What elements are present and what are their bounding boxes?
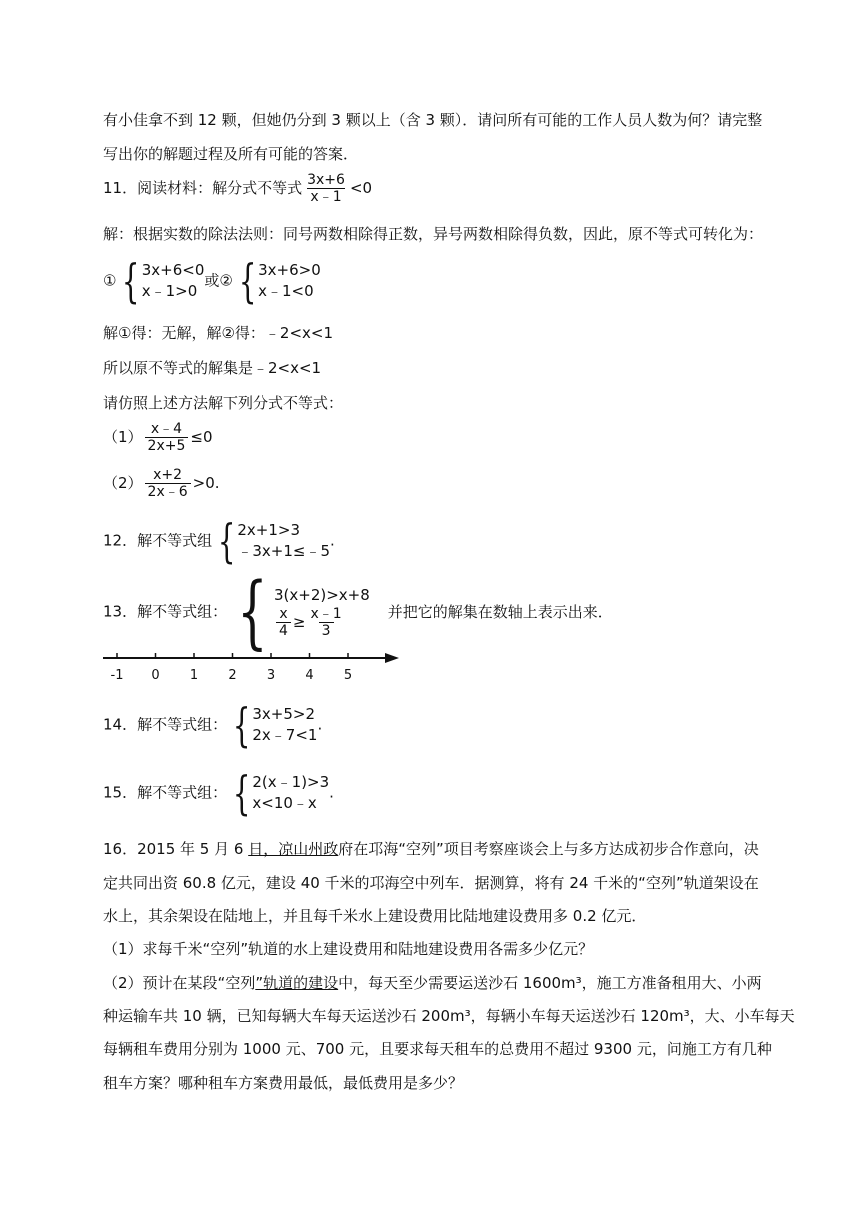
number-line-label: 5 — [343, 668, 353, 683]
q11-part2-fraction — [145, 467, 191, 500]
q16-line-6: 种运输车共 10 辆，已知每辆大车每天运送沙石 200m³，每辆小车每天运送沙石 120m³，大、小车每天 — [103, 1007, 795, 1025]
number-line-label: 2 — [228, 668, 237, 683]
q16-line-5-underlined: ”轨道的建设 — [255, 974, 339, 992]
q13-system — [227, 565, 370, 658]
q14-row1: 3x+5>2 — [252, 705, 316, 723]
q16-line-1-a: 16．2015 年 5 月 6 — [103, 840, 249, 858]
q16-line-4: （1）求每千米“空列”轨道的水上建设费用和陆地建设费用各需多少亿元？ — [103, 940, 594, 958]
q11-part1-numerator: x﹣4 — [150, 421, 183, 437]
q16-line-7: 每辆租车费用分别为 1000 元、700 元，且要求每天租车的总费用不超过 9300 元，问施工方有几种 — [103, 1040, 772, 1058]
q11-part1-label: （1） — [103, 428, 143, 446]
q15-row2: x<10﹣x — [252, 794, 317, 812]
q11-or: 或② — [204, 271, 233, 290]
q13-right-denominator: 3 — [319, 622, 334, 639]
q11-solve-line: 解①得：无解，解②得：﹣2<x<1 — [103, 324, 333, 342]
q11-part2-relation: >0. — [192, 474, 220, 492]
q12-tail: . — [330, 531, 335, 550]
number-line-label: -1 — [110, 668, 124, 683]
q13-row2 — [274, 606, 370, 639]
q14-system — [227, 698, 318, 752]
q13-left-numerator: x — [279, 606, 288, 622]
q16-line-2: 定共同出资 60.8 亿元，建设 40 千米的邛海空中列车．据测算，将有 24 千米的“空列”轨道架设在 — [103, 874, 759, 892]
q11-case1-mark: ① — [103, 271, 117, 290]
q16-line-5-b: 中，每天至少需要运送沙石 1600m³，施工方准备租用大、小两 — [338, 974, 762, 992]
q11-case2-system — [233, 254, 321, 308]
brace-symbol: { — [217, 514, 236, 568]
q11-part2 — [103, 467, 220, 500]
q16-line-1 — [103, 839, 759, 859]
number-line-label: 0 — [151, 668, 160, 683]
q12-system — [212, 514, 331, 568]
q15-system — [227, 766, 330, 820]
q16-line-1-underlined: 日，凉山州政 — [248, 840, 339, 858]
q14-row2: 2x﹣7<1 — [252, 726, 318, 744]
q15-lead: 15．解不等式组： — [103, 783, 228, 802]
q15-tail: . — [329, 783, 334, 802]
q10-line-1: 有小佳拿不到 12 颗，但她仍分到 3 颗以上（含 3 颗）．请问所有可能的工作人员人数为何？请完整 — [103, 111, 763, 129]
q16-line-5 — [103, 973, 762, 993]
q11-case1-row2: x﹣1>0 — [141, 282, 198, 300]
q13-row2-relation: ≥ — [292, 613, 306, 631]
q13-lead: 13．解不等式组： — [103, 602, 228, 621]
q13 — [103, 565, 613, 658]
brace-symbol: { — [232, 698, 251, 752]
q16-line-3: 水上，其余架设在陆地上，并且每千米水上建设费用比陆地建设费用多 0.2 亿元． — [103, 907, 647, 925]
q14-lead: 14．解不等式组： — [103, 715, 228, 734]
q11-case1-row1: 3x+6<0 — [141, 261, 205, 279]
q11-part2-denominator: 2x﹣6 — [145, 483, 191, 500]
q13-number-line — [103, 646, 403, 686]
q11-intro — [103, 172, 372, 205]
q11-intro-text: 11．阅读材料：解分式不等式 — [103, 179, 303, 197]
brace-symbol: { — [238, 254, 257, 308]
q13-row1: 3(x+2)>x+8 — [274, 586, 370, 604]
brace-symbol: { — [122, 254, 140, 308]
q11-frac-denominator: x﹣1 — [307, 188, 344, 205]
q13-tail: 并把它的解集在数轴上表示出来． — [387, 602, 613, 621]
q16-line-8: 租车方案？哪种租车方案费用最低，最低费用是多少？ — [103, 1074, 464, 1092]
q11-part2-label: （2） — [103, 474, 143, 492]
q12-lead: 12．解不等式组 — [103, 531, 213, 550]
q12-row1: 2x+1>3 — [237, 521, 301, 539]
q11-result-line: 所以原不等式的解集是﹣2<x<1 — [103, 359, 322, 377]
q11-case2-row1: 3x+6>0 — [258, 261, 321, 279]
brace-symbol: { — [232, 766, 251, 820]
q13-row2-left-fraction — [276, 606, 291, 639]
q11-case2-row2: x﹣1<0 — [258, 282, 314, 300]
q11-frac-numerator: 3x+6 — [307, 172, 345, 188]
brace-symbol: { — [237, 565, 268, 658]
number-line-arrow-icon — [385, 653, 399, 663]
q11-part1-denominator: 2x+5 — [145, 437, 189, 454]
q13-row2-right-fraction — [308, 606, 345, 639]
q13-right-numerator: x﹣1 — [310, 606, 342, 622]
q10-line-2: 写出你的解题过程及所有可能的答案． — [103, 145, 359, 163]
q14 — [103, 698, 323, 752]
number-line-label: 3 — [266, 668, 276, 683]
number-line-label: 4 — [305, 668, 314, 683]
q11-part1-relation: ≤0 — [190, 428, 213, 446]
q11-task: 请仿照上述方法解下列分式不等式： — [103, 394, 344, 412]
q11-part1 — [103, 421, 213, 454]
q12-row2: ﹣3x+1≤﹣5 — [237, 542, 331, 560]
q16-line-5-a: （2）预计在某段“空列 — [103, 974, 256, 992]
q15-row1: 2(x﹣1)>3 — [252, 773, 330, 791]
q11-part1-fraction — [145, 421, 189, 454]
q11-relation: <0 — [349, 179, 373, 197]
q14-tail: . — [317, 715, 323, 734]
number-line-label: 1 — [189, 668, 199, 683]
q11-solution-lead: 解：根据实数的除法法则：同号两数相除得正数，异号两数相除得负数，因此，原不等式可转化为： — [103, 225, 764, 243]
q15 — [103, 766, 334, 820]
q16-line-1-b: 府在邛海“空列”项目考察座谈会上与多方达成初步合作意向，决 — [338, 840, 759, 858]
q13-left-denominator: 4 — [276, 622, 291, 639]
q11-cases — [103, 254, 321, 308]
q11-case1-system — [116, 254, 205, 308]
q12 — [103, 514, 335, 568]
q11-part2-numerator: x+2 — [153, 467, 183, 483]
q11-fraction — [304, 172, 348, 205]
